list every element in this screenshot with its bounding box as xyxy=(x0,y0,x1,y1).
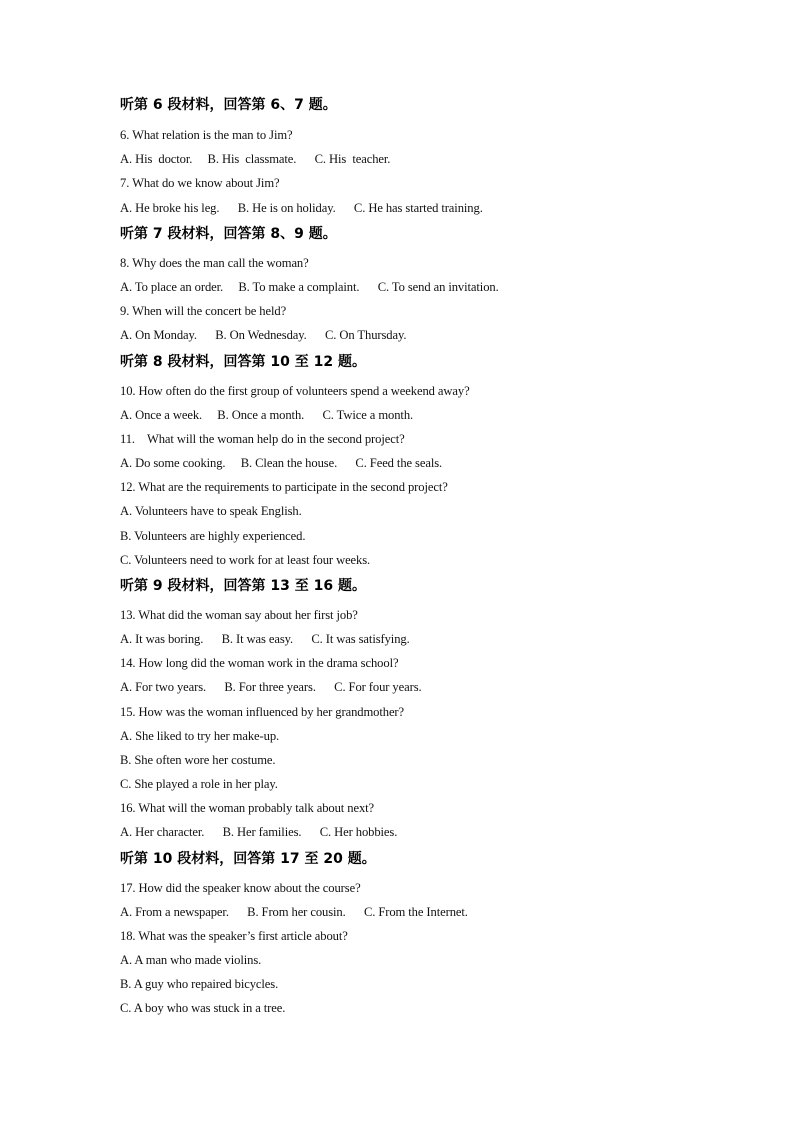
question-line: 7. What do we know about Jim? xyxy=(120,176,280,190)
section-heading: 听第 9 段材料，回答第 13 至 16 题。 xyxy=(120,578,366,594)
section-heading: 听第 7 段材料，回答第 8、9 题。 xyxy=(120,226,337,242)
options-line: A. For two years. B. For three years. C. For four years. xyxy=(120,680,422,694)
option-line: C. A boy who was stuck in a tree. xyxy=(120,1001,286,1015)
options-line: A. Her character. B. Her families. C. Her hobbies. xyxy=(120,825,398,839)
question-line: 17. How did the speaker know about the course? xyxy=(120,881,361,895)
option-line: C. She played a role in her play. xyxy=(120,777,278,791)
options-line: A. It was boring. B. It was easy. C. It was satisfying. xyxy=(120,632,410,646)
option-line: B. Volunteers are highly experienced. xyxy=(120,529,306,543)
question-line: 9. When will the concert be held? xyxy=(120,304,287,318)
option-line: A. A man who made violins. xyxy=(120,953,262,967)
question-line: 13. What did the woman say about her first job? xyxy=(120,608,358,622)
options-line: A. From a newspaper. B. From her cousin. C. From the Internet. xyxy=(120,905,468,919)
option-line: A. Volunteers have to speak English. xyxy=(120,504,302,518)
option-line: B. A guy who repaired bicycles. xyxy=(120,977,279,991)
question-line: 11. What will the woman help do in the second project? xyxy=(120,432,405,446)
options-line: A. To place an order. B. To make a complaint. C. To send an invitation. xyxy=(120,280,499,294)
question-line: 8. Why does the man call the woman? xyxy=(120,256,309,270)
question-line: 6. What relation is the man to Jim? xyxy=(120,128,293,142)
question-line: 12. What are the requirements to participate in the second project? xyxy=(120,480,448,494)
section-heading: 听第 10 段材料，回答第 17 至 20 题。 xyxy=(120,851,376,867)
option-line: B. She often wore her costume. xyxy=(120,753,276,767)
options-line: A. He broke his leg. B. He is on holiday. C. He has started training. xyxy=(120,201,483,215)
options-line: A. On Monday. B. On Wednesday. C. On Thursday. xyxy=(120,328,407,342)
question-line: 16. What will the woman probably talk about next? xyxy=(120,801,375,815)
section-heading: 听第 8 段材料，回答第 10 至 12 题。 xyxy=(120,354,366,370)
question-line: 14. How long did the woman work in the drama school? xyxy=(120,656,399,670)
question-line: 15. How was the woman influenced by her grandmother? xyxy=(120,705,405,719)
section-heading: 听第 6 段材料，回答第 6、7 题。 xyxy=(120,97,337,113)
options-line: A. Once a week. B. Once a month. C. Twice a month. xyxy=(120,408,414,422)
options-line: A. Do some cooking. B. Clean the house. C. Feed the seals. xyxy=(120,456,443,470)
options-line: A. His doctor. B. His classmate. C. His teacher. xyxy=(120,152,391,166)
question-line: 10. How often do the first group of volunteers spend a weekend away? xyxy=(120,384,470,398)
option-line: C. Volunteers need to work for at least four weeks. xyxy=(120,553,371,567)
question-line: 18. What was the speaker’s first article about? xyxy=(120,929,348,943)
option-line: A. She liked to try her make-up. xyxy=(120,729,280,743)
